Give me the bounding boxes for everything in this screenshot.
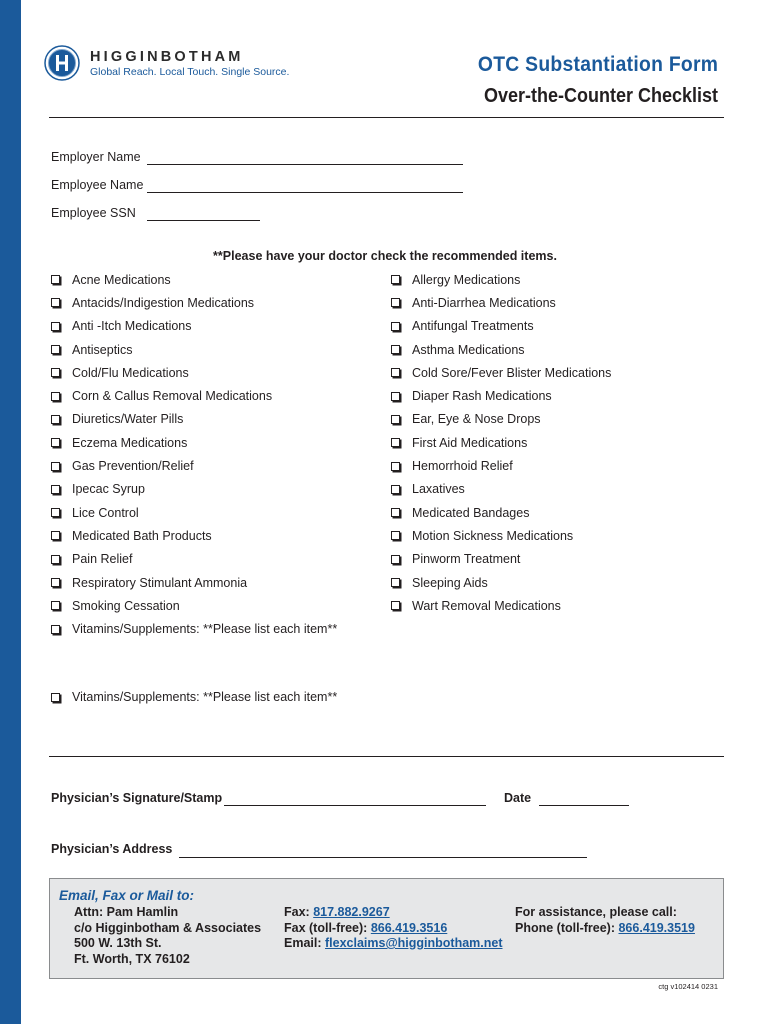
fax-tollfree-link[interactable]: 866.419.3516 [370, 920, 448, 935]
checkbox[interactable] [51, 601, 60, 610]
checklist-label: Vitamins/Supplements: **Please list each item** [72, 690, 338, 704]
date-label: Date [504, 791, 532, 805]
checkbox[interactable] [391, 578, 400, 587]
checkbox[interactable] [391, 392, 400, 401]
checkbox[interactable] [391, 368, 400, 377]
checklist-item[interactable] [51, 594, 337, 617]
assistance-info [515, 905, 695, 936]
checkbox[interactable] [51, 368, 60, 377]
checklist-item[interactable] [51, 361, 337, 384]
checklist-label: Diuretics/Water Pills [72, 412, 184, 427]
doctor-note: **Please have your doctor check the recommended items. [213, 249, 557, 263]
contact-heading: Email, Fax or Mail to: [59, 888, 195, 903]
checklist-item[interactable] [391, 315, 611, 338]
checklist-label: Motion Sickness Medications [412, 528, 574, 543]
date-field[interactable] [539, 805, 629, 806]
checkbox[interactable] [51, 693, 60, 702]
phone-link[interactable]: 866.419.3519 [618, 920, 695, 935]
mailing-address [74, 905, 261, 967]
checklist-item[interactable] [51, 524, 337, 547]
form-title: OTC Substantiation Form [477, 53, 718, 76]
checklist-label: Pinworm Treatment [412, 552, 521, 567]
checkbox[interactable] [391, 531, 400, 540]
checklist-item[interactable] [391, 478, 611, 501]
checklist-item[interactable] [51, 478, 337, 501]
checklist-item[interactable] [51, 408, 337, 431]
checklist-item[interactable] [391, 431, 611, 454]
checkbox[interactable] [51, 345, 60, 354]
checklist-item[interactable] [51, 571, 337, 594]
employee-ssn-field[interactable] [147, 220, 260, 221]
checklist-label: Corn & Callus Removal Medications [72, 389, 273, 404]
checklist-label: Antifungal Treatments [412, 319, 534, 334]
checklist-item[interactable] [51, 291, 337, 314]
checklist-label: Antacids/Indigestion Medications [72, 295, 255, 310]
physician-address-label: Physician’s Address [51, 842, 173, 856]
physician-signature-field[interactable] [224, 805, 486, 806]
city-line: Ft. Worth, TX 76102 [74, 951, 190, 966]
employer-name-label: Employer Name [51, 150, 141, 164]
checklist-item[interactable] [391, 338, 611, 361]
checklist-label: Ear, Eye & Nose Drops [412, 412, 541, 427]
checklist-label: Anti -Itch Medications [72, 319, 192, 334]
checklist-label: Eczema Medications [72, 435, 188, 450]
checklist-item[interactable] [51, 315, 337, 338]
checkbox[interactable] [391, 485, 400, 494]
checklist-label: Cold/Flu Medications [72, 365, 189, 380]
checklist-label: Acne Medications [72, 272, 171, 287]
checklist-item[interactable] [391, 571, 611, 594]
co-line: c/o Higginbotham & Associates [74, 920, 262, 935]
checkbox[interactable] [391, 601, 400, 610]
checklist-label: Antiseptics [72, 342, 133, 357]
checkbox[interactable] [51, 485, 60, 494]
checkbox[interactable] [391, 438, 400, 447]
fax-label: Fax: [284, 905, 310, 919]
employer-name-field[interactable] [147, 164, 463, 165]
fax-link[interactable]: 817.882.9267 [313, 905, 390, 919]
checklist-item[interactable] [391, 524, 611, 547]
checklist-item[interactable] [391, 454, 611, 477]
checklist-divider [49, 756, 724, 757]
checklist-right-column [391, 268, 611, 617]
checklist-label: Medicated Bath Products [72, 528, 212, 543]
street-line: 500 W. 13th St. [74, 936, 162, 950]
checklist-label: Wart Removal Medications [412, 598, 561, 613]
employee-name-label: Employee Name [51, 178, 144, 192]
header-divider [49, 117, 724, 118]
checklist-label: Pain Relief [72, 552, 133, 567]
checklist-item[interactable] [391, 268, 611, 291]
checklist-left-column [51, 268, 337, 641]
logo-h-icon [44, 45, 80, 81]
checkbox[interactable] [391, 555, 400, 564]
checkbox[interactable] [51, 462, 60, 471]
checklist-item[interactable] [51, 268, 337, 291]
checkbox[interactable] [51, 298, 60, 307]
checklist-item[interactable] [391, 408, 611, 431]
physician-address-field[interactable] [179, 857, 587, 858]
checklist-item[interactable] [391, 501, 611, 524]
checklist-label: Medicated Bandages [412, 505, 530, 520]
vitamins-checkbox-item-2[interactable] [51, 690, 337, 704]
form-subtitle: Over-the-Counter Checklist [483, 85, 718, 107]
checkbox[interactable] [51, 275, 60, 284]
checkbox[interactable] [391, 345, 400, 354]
checklist-label: Gas Prevention/Relief [72, 459, 194, 474]
checklist-label: Diaper Rash Medications [412, 389, 552, 404]
checklist-item[interactable] [51, 548, 337, 571]
logo-name: HIGGINBOTHAM [90, 49, 244, 65]
employee-name-field[interactable] [147, 192, 463, 193]
version-code: ctg v102414 0231 [658, 982, 718, 991]
checklist-label: Allergy Medications [412, 272, 521, 287]
checklist-item[interactable] [51, 431, 337, 454]
checklist-label: Sleeping Aids [412, 575, 488, 590]
phone-label: Phone (toll-free): [515, 920, 615, 935]
checklist-label: Lice Control [72, 505, 139, 520]
fax-email-info [284, 905, 503, 952]
checklist-item[interactable] [51, 454, 337, 477]
checklist-item[interactable] [391, 594, 611, 617]
checkbox[interactable] [51, 531, 60, 540]
checklist-label: Laxatives [412, 482, 465, 497]
checklist-item[interactable] [391, 384, 611, 407]
checklist-label: Asthma Medications [412, 342, 525, 357]
checkbox[interactable] [51, 438, 60, 447]
checklist-item[interactable] [51, 384, 337, 407]
checklist-label: First Aid Medications [412, 435, 528, 450]
checklist-item[interactable] [391, 361, 611, 384]
email-label: Email: [284, 936, 322, 950]
checkbox[interactable] [51, 578, 60, 587]
checklist-label: Anti-Diarrhea Medications [412, 295, 556, 310]
checklist-label: Cold Sore/Fever Blister Medications [412, 365, 612, 380]
checkbox[interactable] [391, 508, 400, 517]
checkbox[interactable] [391, 462, 400, 471]
fax-tollfree-label: Fax (toll-free): [284, 920, 368, 935]
checklist-label: Respiratory Stimulant Ammonia [72, 575, 248, 590]
checkbox[interactable] [391, 322, 400, 331]
checklist-label: Vitamins/Supplements: **Please list each item** [72, 622, 338, 637]
checkbox[interactable] [391, 275, 400, 284]
side-color-bar [0, 0, 21, 1024]
checkbox[interactable] [51, 555, 60, 564]
logo-tagline: Global Reach. Local Touch. Single Source. [90, 66, 290, 78]
checkbox[interactable] [391, 298, 400, 307]
checklist-item[interactable] [391, 291, 611, 314]
checkbox[interactable] [51, 508, 60, 517]
checklist-label: Hemorrhoid Relief [412, 459, 513, 474]
checkbox[interactable] [51, 625, 60, 634]
contact-box [49, 878, 724, 979]
checklist-item[interactable] [51, 617, 337, 640]
checkbox[interactable] [391, 415, 400, 424]
checklist-item[interactable] [391, 548, 611, 571]
assistance-label: For assistance, please call: [515, 905, 677, 919]
email-link[interactable]: flexclaims@higginbotham.net [325, 936, 503, 950]
attn-line: Attn: Pam Hamlin [74, 905, 179, 919]
checkbox[interactable] [51, 392, 60, 401]
checklist-item[interactable] [51, 338, 337, 361]
checkbox[interactable] [51, 415, 60, 424]
checkbox[interactable] [51, 322, 60, 331]
employee-ssn-label: Employee SSN [51, 206, 136, 220]
physician-signature-label: Physician’s Signature/Stamp [51, 791, 223, 805]
checklist-item[interactable] [51, 501, 337, 524]
checklist-label: Ipecac Syrup [72, 482, 145, 497]
company-logo [44, 45, 290, 85]
checklist-label: Smoking Cessation [72, 598, 180, 613]
